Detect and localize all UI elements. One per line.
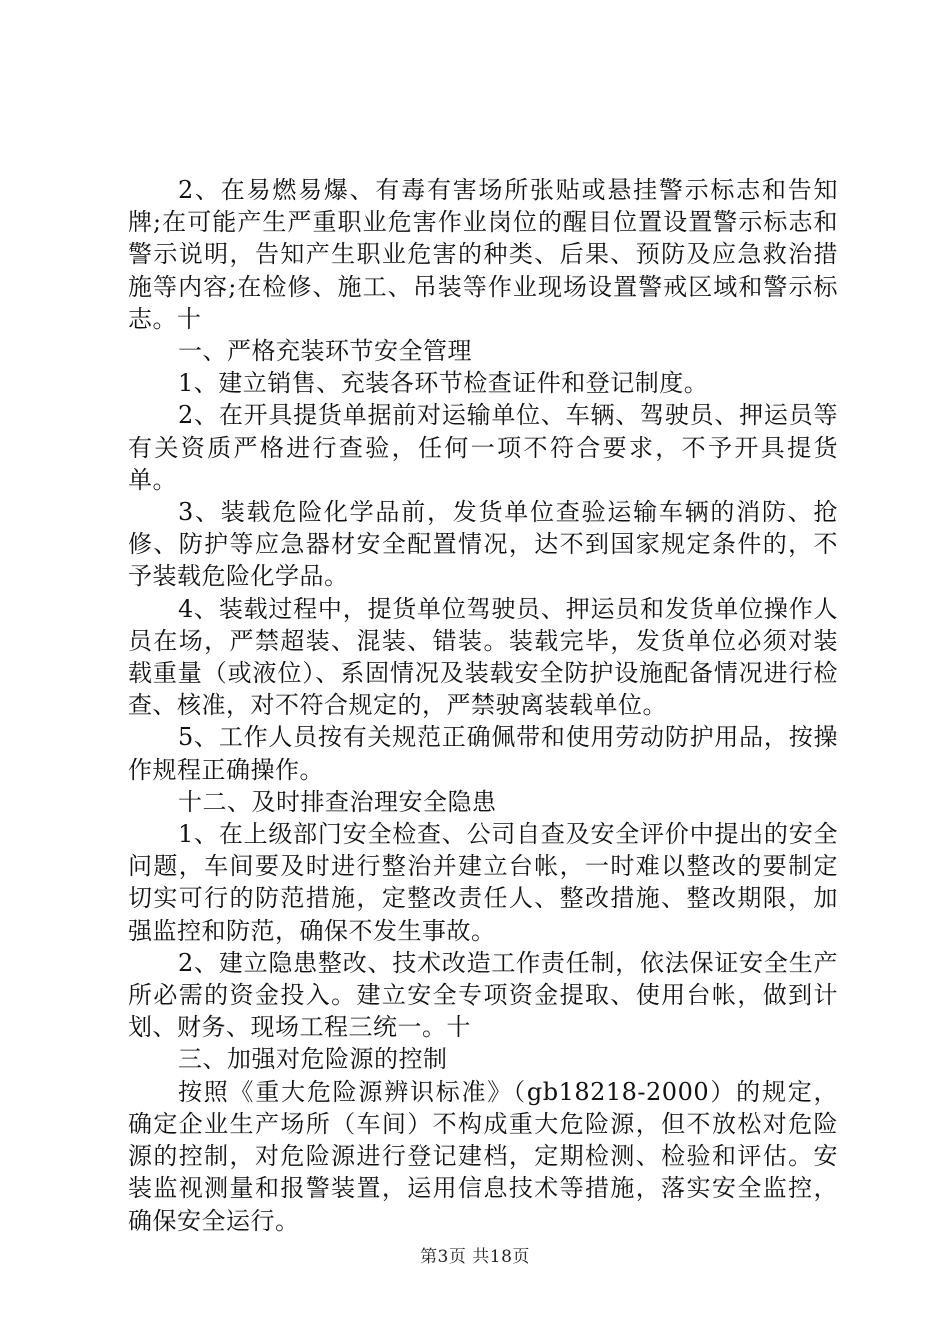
paragraph: 5、工作人员按有关规范正确佩带和使用劳动防护用品，按操作规程正确操作。 xyxy=(128,723,838,784)
paragraph: 1、在上级部门安全检查、公司自查及安全评价中提出的安全问题，车间要及时进行整治并建立台帐，一时难以整改的要制定切实可行的防范措施，定整改责任人、整改措施、整改期限，加强监控和防范，确保不发生事故。 xyxy=(128,820,838,945)
paragraph: 按照《重大危险源辨识标准》（gb18218-2000）的规定，确定企业生产场所（车间）不构成重大危险源，但不放松对危险源的控制，对危险源进行登记建档，定期检测、检验和评估。安装监视测量和报警装置，运用信息技术等措施，落实安全监控，确保安全运行。 xyxy=(128,1077,838,1235)
paragraph: 3、装载危险化学品前，发货单位查验运输车辆的消防、抢修、防护等应急器材安全配置情况，达不到国家规定条件的，不予装载危险化学品。 xyxy=(128,498,838,591)
paragraph: 2、建立隐患整改、技术改造工作责任制，依法保证安全生产所必需的资金投入。建立安全专项资金提取、使用台帐，做到计划、财务、现场工程三统一。十 xyxy=(128,948,838,1042)
paragraph: 1、建立销售、充装各环节检查证件和登记制度。 xyxy=(178,369,709,398)
section-heading: 一、严格充装环节安全管理 xyxy=(178,337,472,366)
paragraph: 4、装载过程中，提货单位驾驶员、押运员和发货单位操作人员在场，严禁超装、混装、错装。装载完毕，发货单位必须对装载重量（或液位）、系固情况及装载安全防护设施配备情况进行检查、核准，对不符合规定的，严禁驶离装载单位。 xyxy=(128,594,838,720)
page-footer: 第3页 共18页 xyxy=(420,1247,530,1267)
document-body xyxy=(128,174,838,1237)
section-heading: 十二、及时排查治理安全隐患 xyxy=(178,787,497,816)
paragraph: 2、在易燃易爆、有毒有害场所张贴或悬挂警示标志和告知牌;在可能产生严重职业危害作业岗位的醒目位置设置警示标志和警示说明，告知产生职业危害的种类、后果、预防及应急救治措施等内容;在检修、施工、吊装等作业现场设置警戒区域和警示标志。十 xyxy=(128,176,838,333)
section-heading: 三、加强对危险源的控制 xyxy=(178,1045,448,1074)
paragraph: 2、在开具提货单据前对运输单位、车辆、驾驶员、押运员等有关资质严格进行查验，任何一项不符合要求，不予开具提货单。 xyxy=(128,401,838,494)
